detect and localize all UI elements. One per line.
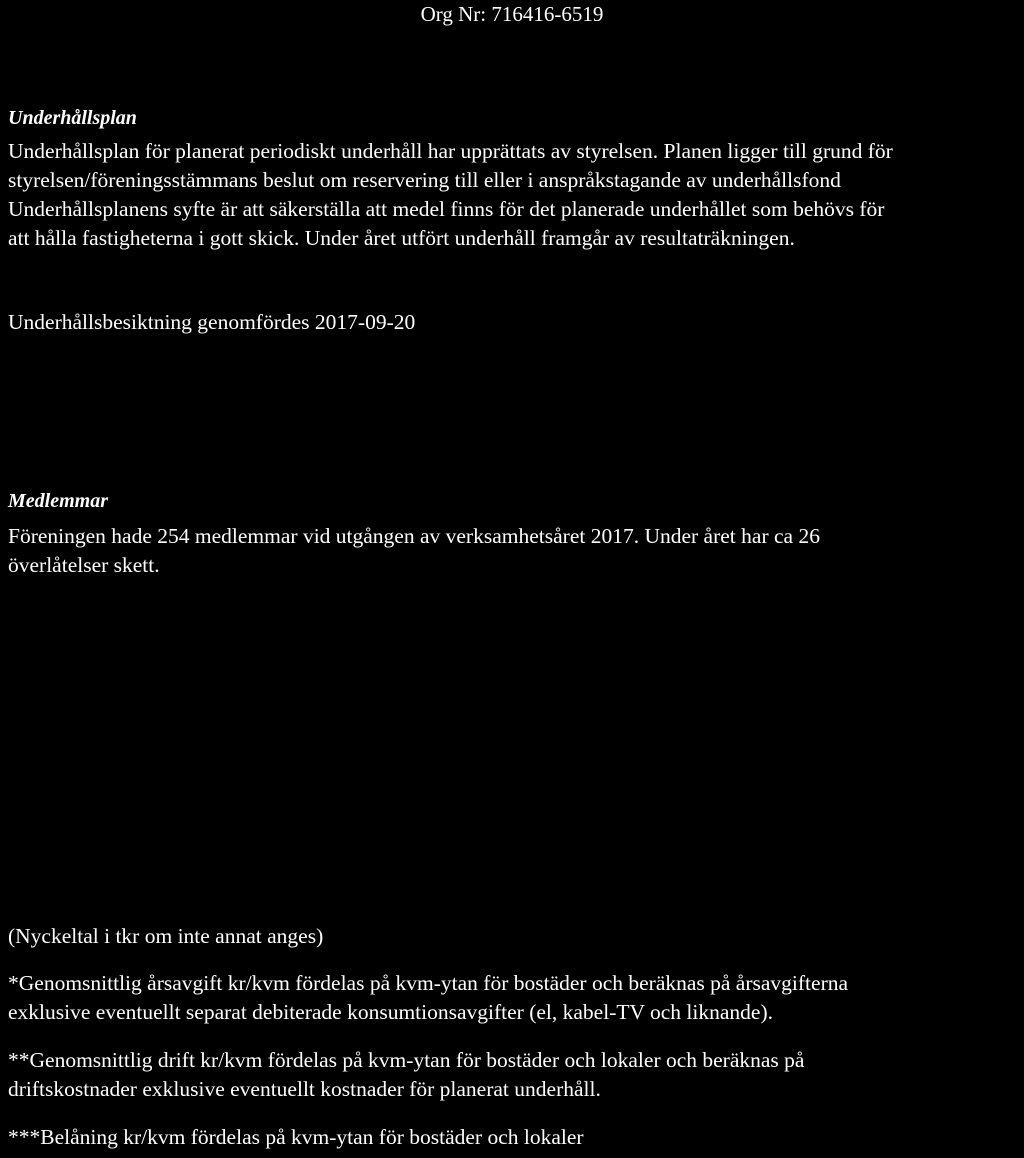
paragraph-line: Underhållsplanens syfte är att säkerställa att medel finns för det planerade underhållet som behövs för: [8, 197, 885, 221]
underhallsplan-heading: Underhållsplan: [8, 107, 137, 129]
paragraph-line: Underhållsplan för planerat periodiskt underhåll har upprättats av styrelsen. Planen ligger till grund för: [8, 139, 893, 163]
footnote-line: driftskostnader exklusive eventuellt kostnader för planerat underhåll.: [8, 1077, 601, 1101]
footnote-line: exklusive eventuellt separat debiterade konsumtionsavgifter (el, kabel-TV och liknande).: [8, 1000, 773, 1024]
footnote-arsavgift: [8, 969, 1018, 1027]
nyckeltal-intro: (Nyckeltal i tkr om inte annat anges): [8, 924, 324, 948]
medlemmar-heading: Medlemmar: [8, 490, 108, 512]
footnote-line: *Genomsnittlig årsavgift kr/kvm fördelas på kvm-ytan för bostäder och beräknas på årsavgifterna: [8, 971, 849, 995]
inspection-date-text: Underhållsbesiktning genomfördes 2017-09-20: [8, 310, 416, 334]
org-number: Org Nr: 716416-6519: [420, 2, 604, 26]
paragraph-line: Föreningen hade 254 medlemmar vid utgången av verksamhetsåret 2017. Under året har ca 26: [8, 524, 820, 548]
medlemmar-paragraph: [8, 522, 1018, 580]
underhallsplan-paragraph: [8, 137, 1018, 253]
paragraph-line: att hålla fastigheterna i gott skick. Under året utfört underhåll framgår av resultaträkningen.: [8, 226, 795, 250]
footnote-drift: [8, 1046, 1018, 1104]
footnote-belaning: ***Belåning kr/kvm fördelas på kvm-ytan för bostäder och lokaler: [8, 1125, 584, 1149]
paragraph-line: överlåtelser skett.: [8, 553, 160, 577]
footnote-line: **Genomsnittlig drift kr/kvm fördelas på kvm-ytan för bostäder och lokaler och beräknas på: [8, 1048, 805, 1072]
paragraph-line: styrelsen/föreningsstämmans beslut om reservering till eller i anspråkstagande av underhållsfond: [8, 168, 841, 192]
